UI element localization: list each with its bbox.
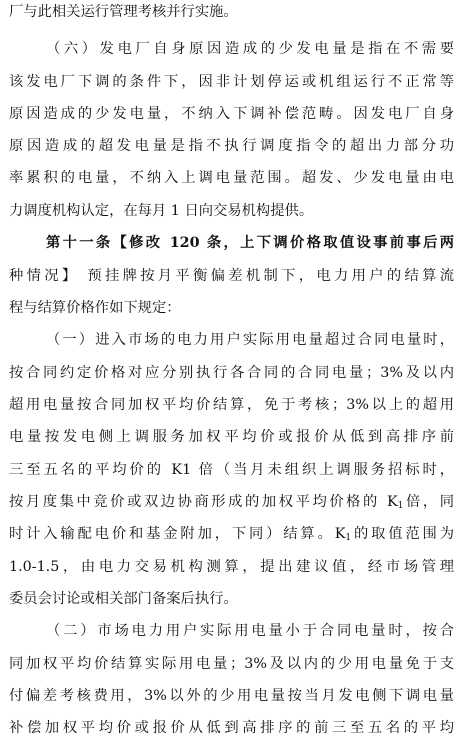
subscript: 1 [397, 501, 404, 511]
text-line: 力调度机构认定，在每月 1 日向交易机构提供。 [9, 203, 314, 219]
text-fragment: 倍，同 [403, 494, 454, 510]
text-line: 按合同约定价格对应分别执行各合同的合同电量；3%及以内 [9, 365, 454, 381]
text-line: （二）市场电力用户实际用电量小于合同电量时，按合 [46, 623, 454, 639]
text-line: 三至五名的平均价的 K1 倍（当月未组织上调服务招标时， [9, 462, 454, 478]
text-line: 厂与此相关运行管理考核并行实施。 [9, 4, 238, 20]
text-line [9, 524, 454, 544]
text-fragment: 按月度集中竞价或双边协商形成的加权平均价格的 K [9, 494, 398, 510]
text-line: 该发电厂下调的条件下，因非计划停运或机组运行不正常等 [9, 74, 454, 90]
text-line: 付偏差考核费用，3%以外的少用电量按当月发电侧下调电量 [9, 688, 454, 704]
text-line: 原因造成的少发电量，不纳入下调补偿范畴。因发电厂自身 [9, 106, 454, 122]
text-line: 原因造成的超发电量是指不执行调度指令的超出力部分功 [9, 138, 454, 154]
text-line: 同加权平均价结算实际用电量；3%及以内的少用电量免于支 [9, 656, 454, 672]
text-line: 程与结算价格作如下规定： [9, 300, 181, 316]
text-line: 1.0-1.5，由电力交易机构测算，提出建议值，经市场管理 [9, 559, 454, 575]
text-line: 补偿加权平均价或报价从低到高排序的前三至五名的平均 [9, 720, 454, 736]
text-line: 种情况】 预挂牌按月平衡偏差机制下，电力用户的结算流 [9, 268, 454, 284]
subscript: 1 [345, 533, 352, 543]
text-fragment: 的取值范围为 [351, 526, 454, 542]
text-line: 电量按发电侧上调服务加权平均价或报价从低到高排序前 [9, 429, 454, 445]
text-line: 委员会讨论或相关部门备案后执行。 [9, 591, 238, 607]
text-fragment: 时计入输配电价和基金附加，下同）结算。K [9, 526, 346, 542]
text-line: （六）发电厂自身原因造成的少发电量是指在不需要 [46, 41, 454, 57]
text-line [9, 492, 454, 512]
text-line: 率累积的电量，不纳入上调电量范围。超发、少发电量由电 [9, 170, 454, 186]
text-line: 超用电量按合同加权平均价结算，免于考核；3%以上的超用 [9, 397, 454, 413]
article-heading: 第十一条【修改 120 条，上下调价格取值设事前事后两 [46, 235, 454, 251]
text-line: （一）进入市场的电力用户实际用电量超过合同电量时， [46, 332, 454, 348]
